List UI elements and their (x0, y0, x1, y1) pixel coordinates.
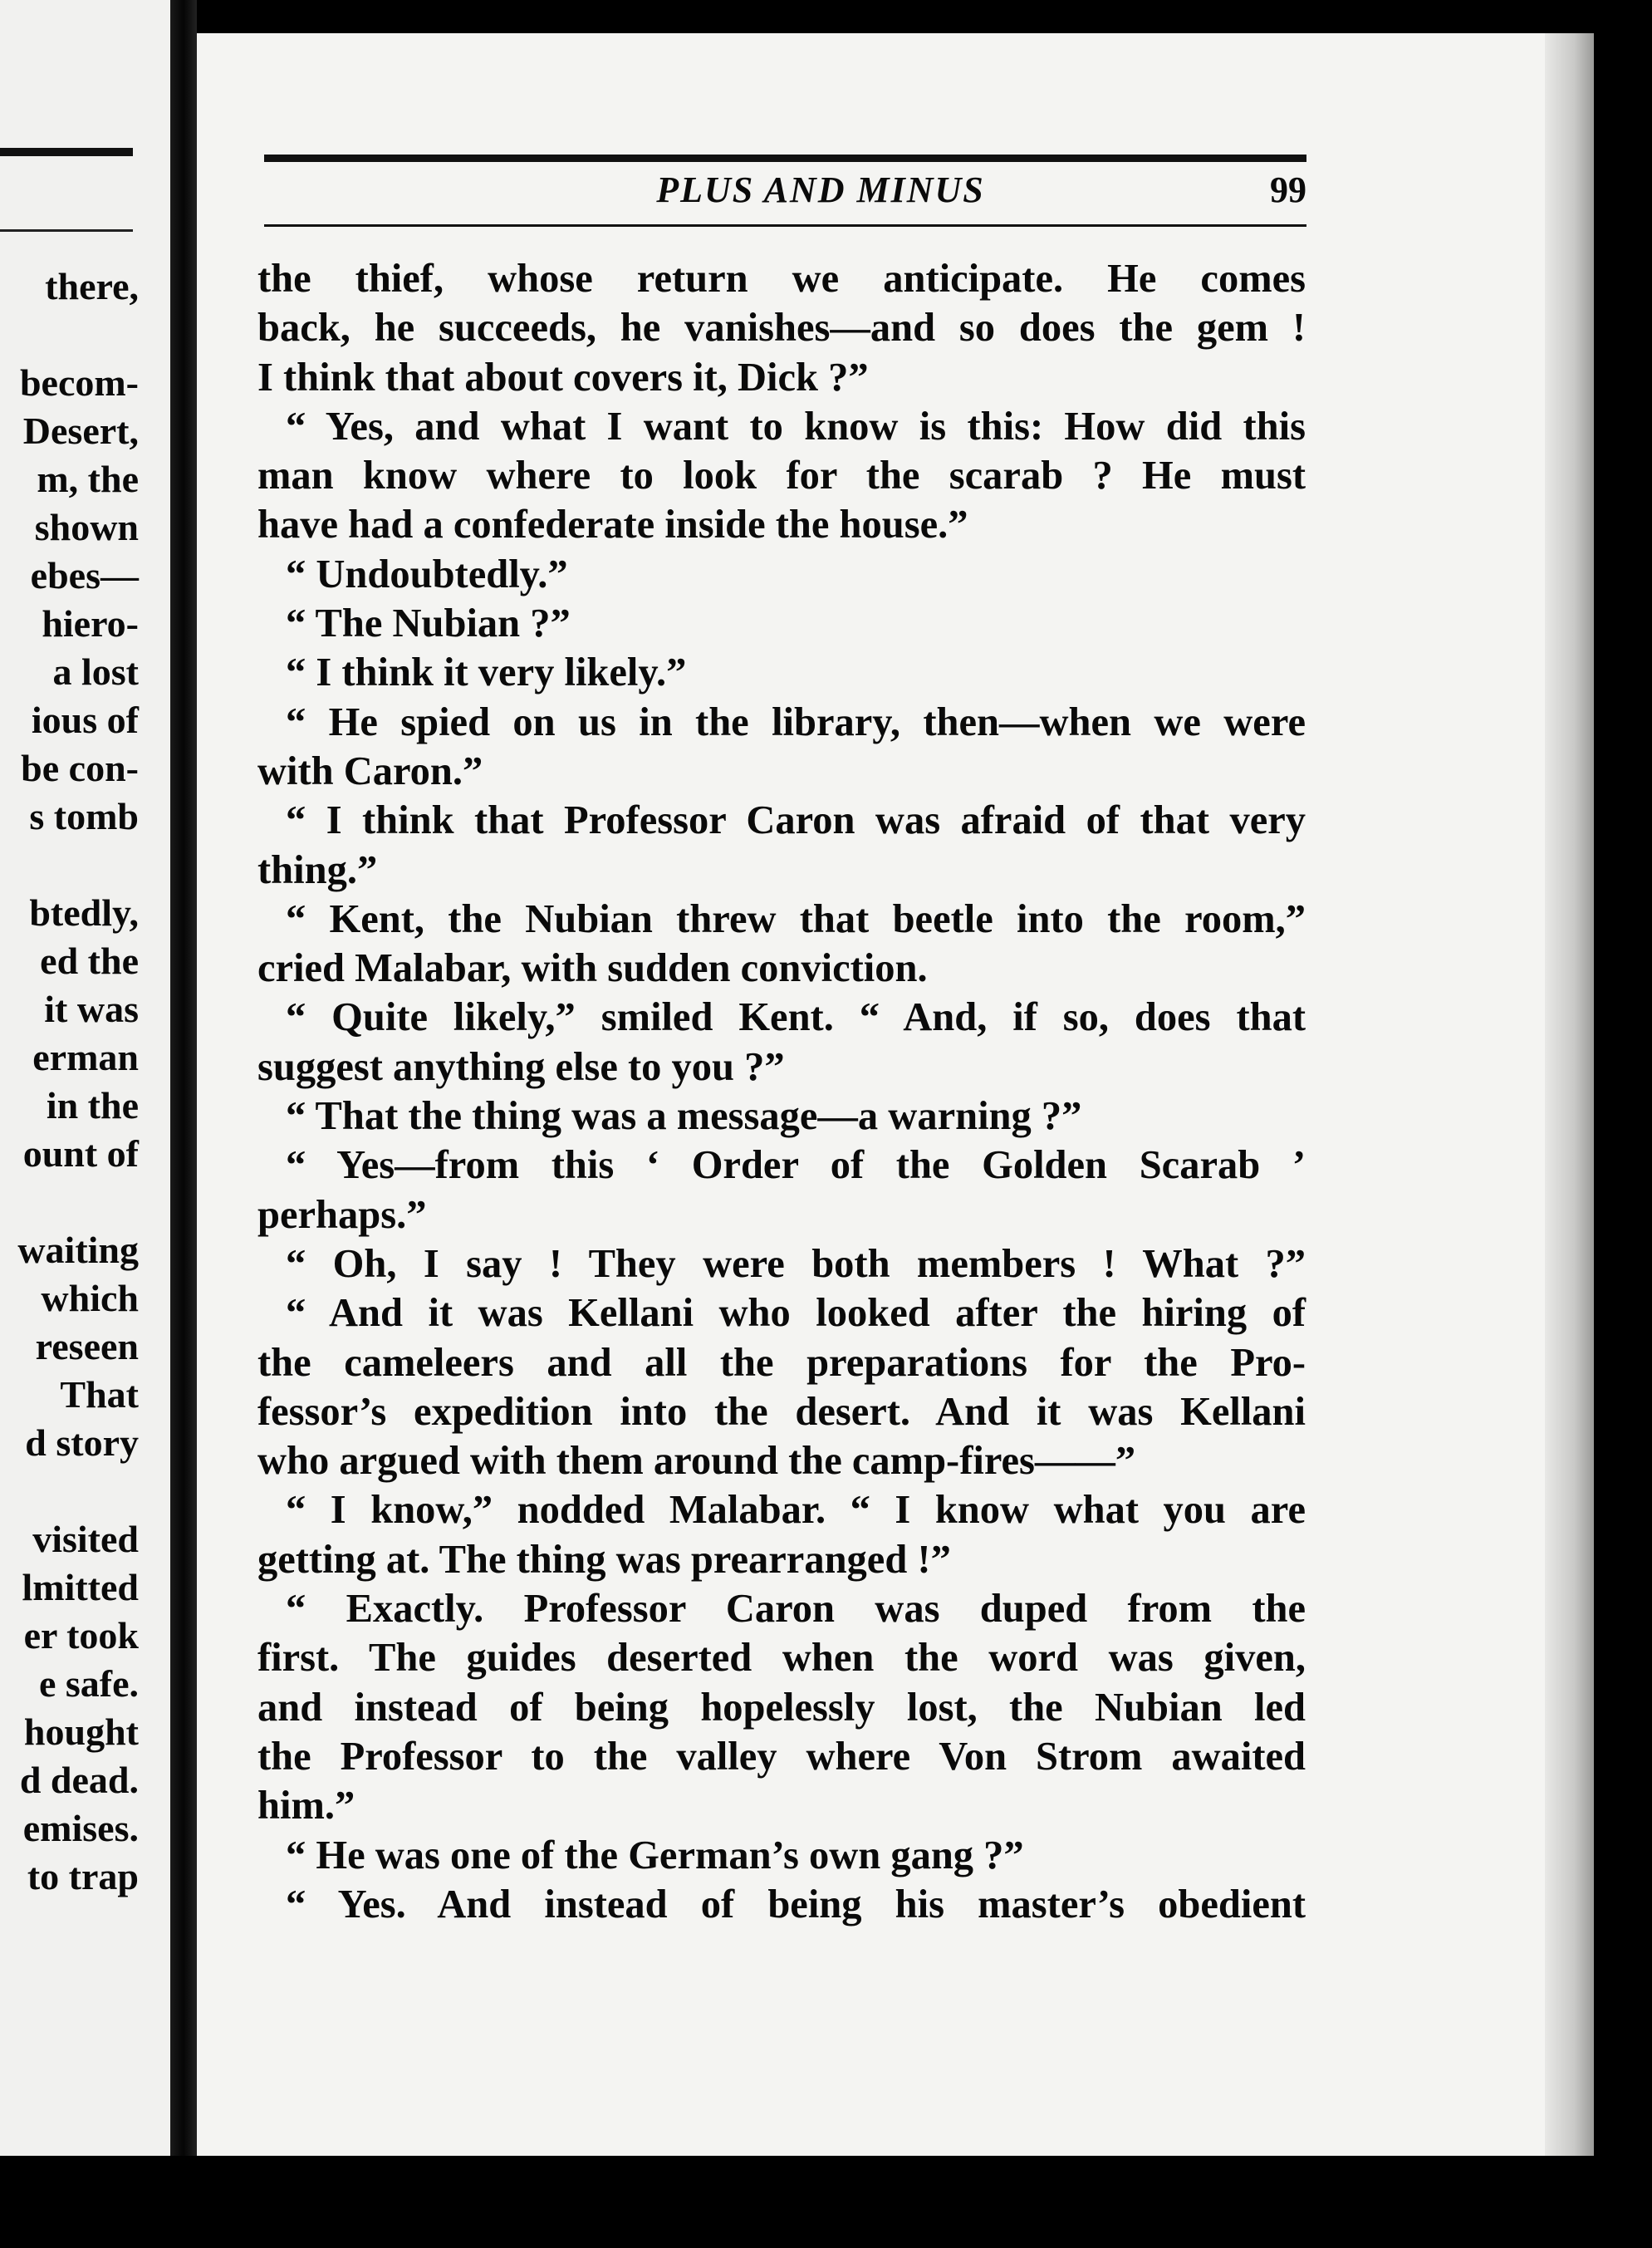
facing-page-line: m, the (37, 458, 139, 500)
facing-page-line: which (41, 1277, 139, 1319)
text-line: “ Kent, the Nubian threw that beetle into the room,” (286, 896, 1306, 941)
text-line: “ And it was Kellani who looked after the hiring of (286, 1291, 1306, 1336)
text-line: suggest anything else to you ?” (257, 1044, 785, 1089)
facing-page-line: a lost (52, 650, 139, 693)
facing-page-line: lmitted (22, 1566, 139, 1608)
running-head (264, 169, 1306, 218)
text-line: and instead of being hopelessly lost, the Nubian led (257, 1685, 1306, 1730)
text-line: perhaps.” (257, 1192, 427, 1237)
facing-page-line: ebes— (30, 554, 139, 596)
text-line: “ I know,” nodded Malabar. “ I know what you are (286, 1488, 1306, 1533)
text-line: “ Yes. And instead of being his master’s obedient (286, 1882, 1306, 1927)
text-line: “ He was one of the German’s own gang ?” (286, 1833, 1024, 1877)
text-line: thing.” (257, 847, 378, 892)
text-line: “ Yes, and what I want to know is this: How did this (286, 404, 1306, 449)
text-line: cried Malabar, with sudden conviction. (257, 946, 928, 991)
text-line: getting at. The thing was prearranged !” (257, 1537, 951, 1582)
facing-page-line: hought (23, 1711, 139, 1753)
text-line: man know where to look for the scarab ? He must (257, 454, 1306, 498)
page-number: 99 (1270, 169, 1306, 210)
facing-page-line: ed the (40, 940, 139, 982)
facing-page-line (0, 1467, 139, 1515)
text-line: first. The guides deserted when the word was given, (257, 1636, 1306, 1681)
text-line: “ The Nubian ?” (286, 601, 571, 646)
text-line: back, he succeeds, he vanishes—and so does the gem ! (257, 306, 1306, 351)
text-line: “ He spied on us in the library, then—when we were (286, 699, 1306, 744)
text-line: “ That the thing was a message—a warning ?” (286, 1094, 1082, 1139)
header-rule-thin (264, 224, 1306, 227)
text-line: “ Exactly. Professor Caron was duped from the (286, 1587, 1306, 1632)
text-line: have had a confederate inside the house.” (257, 503, 968, 547)
text-line: “ Undoubtedly.” (286, 552, 568, 596)
facing-page-header-rule (0, 148, 133, 156)
text-line: “ Quite likely,” smiled Kent. “ And, if so, does that (286, 995, 1306, 1040)
facing-page-line: it was (44, 988, 139, 1030)
facing-page-line: there, (45, 265, 139, 307)
header-rule-thick (264, 155, 1306, 162)
scan-bottom-border (0, 2156, 1652, 2248)
text-line: I think that about covers it, Dick ?” (257, 355, 869, 400)
text-line: him.” (257, 1784, 355, 1828)
facing-page-line: That (60, 1373, 139, 1416)
facing-page-line: in the (46, 1084, 139, 1126)
facing-page (0, 0, 179, 2177)
facing-page-line: s tomb (29, 795, 139, 837)
facing-page-line: be con- (21, 747, 139, 789)
text-line: “ Oh, I say ! They were both members ! What ?” (286, 1241, 1306, 1286)
facing-page-line: to trap (27, 1855, 139, 1897)
facing-page-line: visited (32, 1518, 139, 1560)
book-gutter (170, 0, 197, 2193)
text-line: the Professor to the valley where Von Strom awaited (257, 1734, 1306, 1779)
text-line: “ I think it very likely.” (286, 650, 687, 695)
text-line: the cameleers and all the preparations for the Pro- (257, 1340, 1306, 1385)
facing-page-line: reseen (35, 1325, 139, 1367)
text-line: fessor’s expedition into the desert. And it was Kellani (257, 1389, 1306, 1434)
facing-page-line: d story (25, 1421, 139, 1464)
facing-page-line: hiero- (42, 602, 139, 645)
text-line: who argued with them around the camp-fires——” (257, 1439, 1136, 1484)
facing-page-line (0, 311, 139, 359)
text-line: “ Yes—from this ‘ Order of the Golden Scarab ’ (286, 1143, 1306, 1188)
text-line: the thief, whose return we anticipate. He comes (257, 257, 1306, 301)
facing-page-line: ount of (22, 1132, 139, 1175)
facing-page-line: ious of (31, 699, 139, 741)
facing-page-line: waiting (17, 1229, 139, 1271)
running-title: PLUS AND MINUS (656, 169, 985, 210)
facing-page-line (0, 841, 139, 889)
facing-page-line: erman (32, 1036, 139, 1078)
text-line: with Caron.” (257, 749, 483, 793)
page-edge-shadow (1545, 33, 1594, 2156)
facing-page-line: d dead. (19, 1759, 139, 1801)
facing-page-line: btedly, (29, 891, 139, 934)
facing-page-line: e safe. (38, 1662, 139, 1705)
page-body-text (257, 254, 1306, 1929)
facing-page-line: becom- (19, 361, 139, 404)
facing-page-line (0, 1178, 139, 1226)
facing-page-line: Desert, (22, 410, 139, 452)
facing-page-header-thin-rule (0, 229, 133, 232)
facing-page-line: emises. (22, 1807, 139, 1849)
facing-page-line: er took (23, 1614, 139, 1657)
facing-page-text (0, 263, 139, 1901)
text-line: “ I think that Professor Caron was afraid of that very (286, 798, 1306, 843)
facing-page-line: shown (34, 506, 139, 548)
